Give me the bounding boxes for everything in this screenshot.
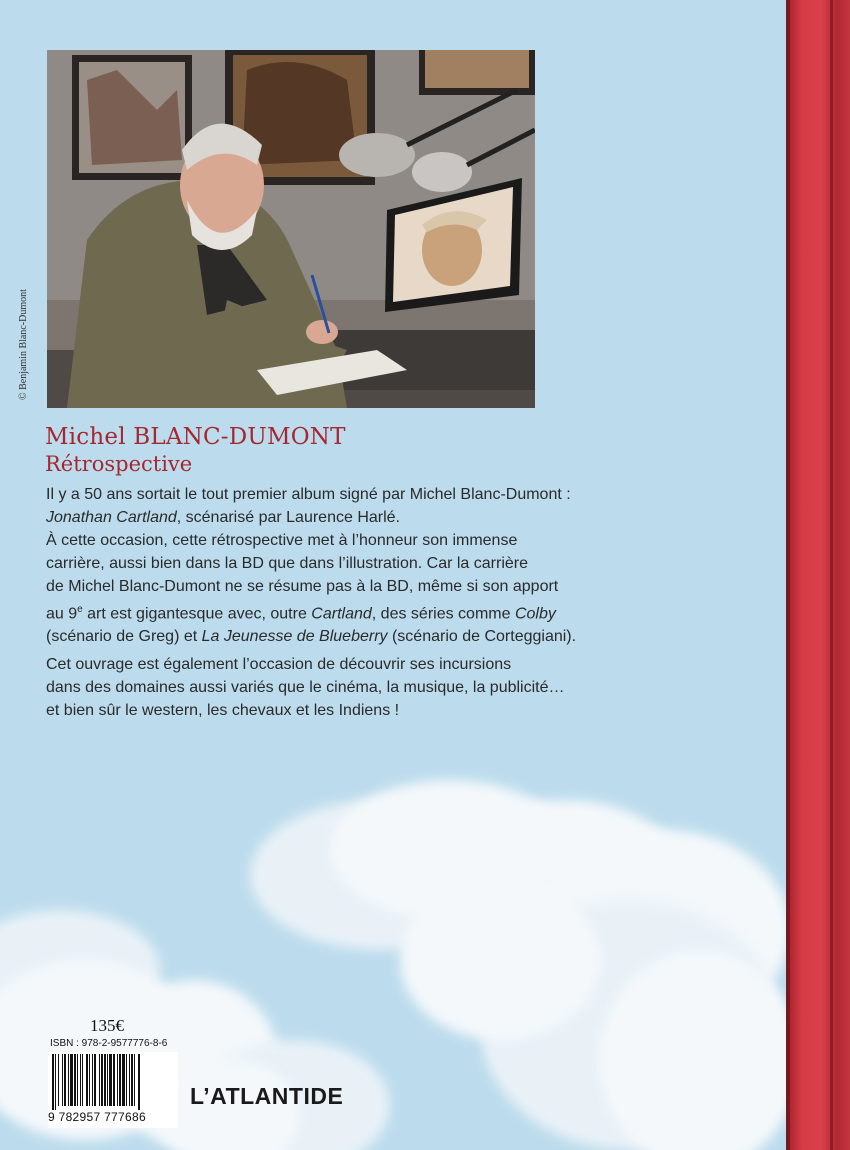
barcode-bar	[74, 1054, 76, 1106]
photo-credit: © Benjamin Blanc-Dumont	[18, 289, 29, 400]
barcode-bar	[94, 1054, 96, 1106]
barcode-bar	[68, 1054, 69, 1106]
text-fragment: , des séries comme	[371, 605, 515, 623]
barcode-bar	[109, 1054, 112, 1106]
spine-edge	[786, 0, 790, 1150]
publisher-logo: L’ATLANTIDE	[190, 1083, 344, 1109]
photo-illustration	[47, 50, 535, 408]
barcode-bar	[80, 1054, 81, 1106]
barcode-digits: 9 782957 777686	[48, 1110, 178, 1124]
barcode-bar	[82, 1054, 83, 1106]
description-paragraph-2	[46, 653, 606, 722]
book-subtitle: Rétrospective	[45, 452, 193, 476]
price: 135€	[90, 1016, 124, 1035]
barcode-bar	[70, 1054, 73, 1106]
barcode-bar	[55, 1054, 56, 1110]
italic-title: Cartland	[311, 605, 372, 623]
title-block	[45, 424, 346, 476]
barcode-bar	[101, 1054, 103, 1106]
book-title: Michel BLANC-DUMONT	[45, 424, 346, 450]
text-line: de Michel Blanc-Dumont ne se résume pas à la BD, même si son apport	[46, 578, 559, 595]
barcode-bar	[119, 1054, 121, 1106]
barcode-bar	[138, 1054, 140, 1110]
isbn: ISBN : 978-2-9577776-8-6	[50, 1038, 168, 1049]
barcode-bar	[77, 1054, 78, 1106]
text-line: dans des domaines aussi variés que le cinéma, la musique, la publicité…	[46, 679, 565, 696]
text-line: À cette occasion, cette rétrospective met à l’honneur son immense	[46, 532, 518, 549]
barcode-bar	[86, 1054, 88, 1106]
barcode-bar	[99, 1054, 100, 1106]
barcode-bar	[62, 1054, 63, 1106]
italic-title: La Jeunesse de Blueberry	[201, 628, 388, 646]
barcode-bar	[117, 1054, 118, 1106]
barcode-bar	[129, 1054, 130, 1106]
text-line	[46, 506, 606, 529]
barcode-bar	[122, 1054, 125, 1106]
text-line: carrière, aussi bien dans la BD que dans l’illustration. Car la carrière	[46, 555, 528, 572]
text-fragment: art est gigantesque avec, outre	[82, 605, 312, 623]
superscript: e	[77, 604, 83, 615]
italic-title: Jonathan Cartland	[46, 509, 177, 526]
text-line: Il y a 50 ans sortait le tout premier album signé par Michel Blanc-Dumont :	[46, 486, 571, 503]
barcode-bar	[89, 1054, 90, 1106]
barcode-bars	[48, 1052, 178, 1110]
barcode-bar	[131, 1054, 133, 1106]
text-line	[46, 625, 606, 648]
author-photo	[47, 50, 535, 408]
barcode-bar	[134, 1054, 135, 1106]
italic-title: Colby	[514, 605, 556, 623]
text-fragment: (scénario de Corteggiani).	[387, 628, 577, 646]
text-fragment: , scénarisé par Laurence Harlé.	[176, 509, 400, 526]
text-line	[46, 598, 606, 625]
barcode-bar	[52, 1054, 54, 1110]
barcode-bar	[107, 1054, 108, 1106]
spine-groove	[830, 0, 833, 1150]
barcode-bar	[92, 1054, 93, 1106]
barcode-bar	[113, 1054, 115, 1106]
description-paragraph-1	[46, 483, 606, 648]
barcode-bar	[126, 1054, 127, 1106]
spine	[786, 0, 850, 1150]
text-fragment: (scénario de Greg) et	[46, 628, 202, 646]
text-fragment: au 9	[46, 605, 78, 623]
barcode-bar	[104, 1054, 106, 1106]
text-line: et bien sûr le western, les chevaux et les Indiens !	[46, 702, 400, 719]
text-line: Cet ouvrage est également l’occasion de découvrir ses incursions	[46, 656, 512, 673]
barcode-bar	[64, 1054, 66, 1106]
barcode-bar	[58, 1054, 59, 1106]
